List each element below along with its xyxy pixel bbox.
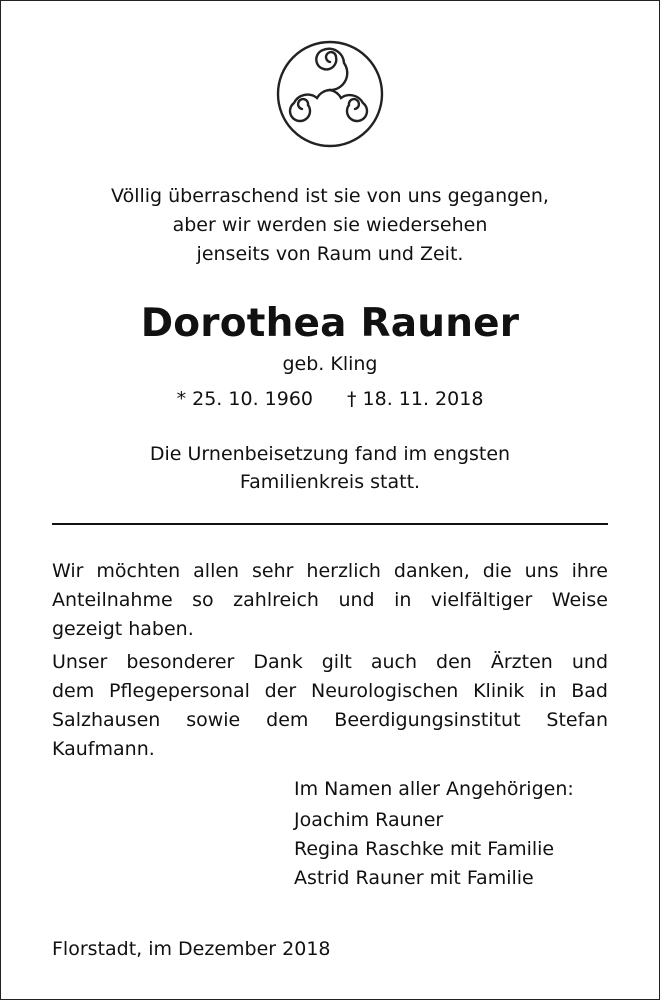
burial-line: Familienkreis statt. [239, 471, 421, 493]
mourner-name: Astrid Rauner mit Familie [294, 867, 534, 889]
paragraph-line: Unser besonderer Dank gilt auch den Ärzten und [52, 651, 608, 673]
memorial-quote [0, 182, 660, 269]
signature-names [294, 806, 614, 893]
burial-note [0, 440, 660, 496]
maiden-name: geb. Kling [282, 353, 378, 375]
death-date: † 18. 11. 2018 [347, 388, 484, 410]
paragraph-line: Salzhausen sowie dem Beerdigungsinstitut Stefan [52, 709, 608, 731]
triskele-spiral-icon [275, 35, 385, 155]
quote-line: aber wir werden sie wiedersehen [172, 214, 488, 236]
signature-intro: Im Namen aller Angehörigen: [294, 778, 574, 800]
deceased-name: Dorothea Rauner [140, 301, 520, 346]
place-and-date: Florstadt, im Dezember 2018 [52, 938, 331, 960]
mourner-name: Regina Raschke mit Familie [294, 838, 555, 860]
quote-line: Völlig überraschend ist sie von uns gegangen, [111, 185, 549, 207]
paragraph-line: gezeigt haben. [52, 618, 194, 640]
thanks-paragraph-2 [52, 648, 608, 764]
birth-date: * 25. 10. 1960 [176, 388, 313, 410]
mourner-name: Joachim Rauner [294, 809, 444, 831]
life-dates [0, 385, 660, 413]
paragraph-line: dem Pflegepersonal der Neurologischen Klinik in Bad [52, 680, 608, 702]
burial-line: Die Urnenbeisetzung fand im engsten [149, 443, 511, 465]
thanks-paragraph-1 [52, 557, 608, 644]
quote-line: jenseits von Raum und Zeit. [196, 243, 464, 265]
divider [52, 523, 608, 525]
paragraph-line: Anteilnahme so zahlreich und in vielfältiger Weise [52, 589, 608, 611]
paragraph-line: Kaufmann. [52, 738, 155, 760]
paragraph-line: Wir möchten allen sehr herzlich danken, die uns ihre [52, 560, 608, 582]
